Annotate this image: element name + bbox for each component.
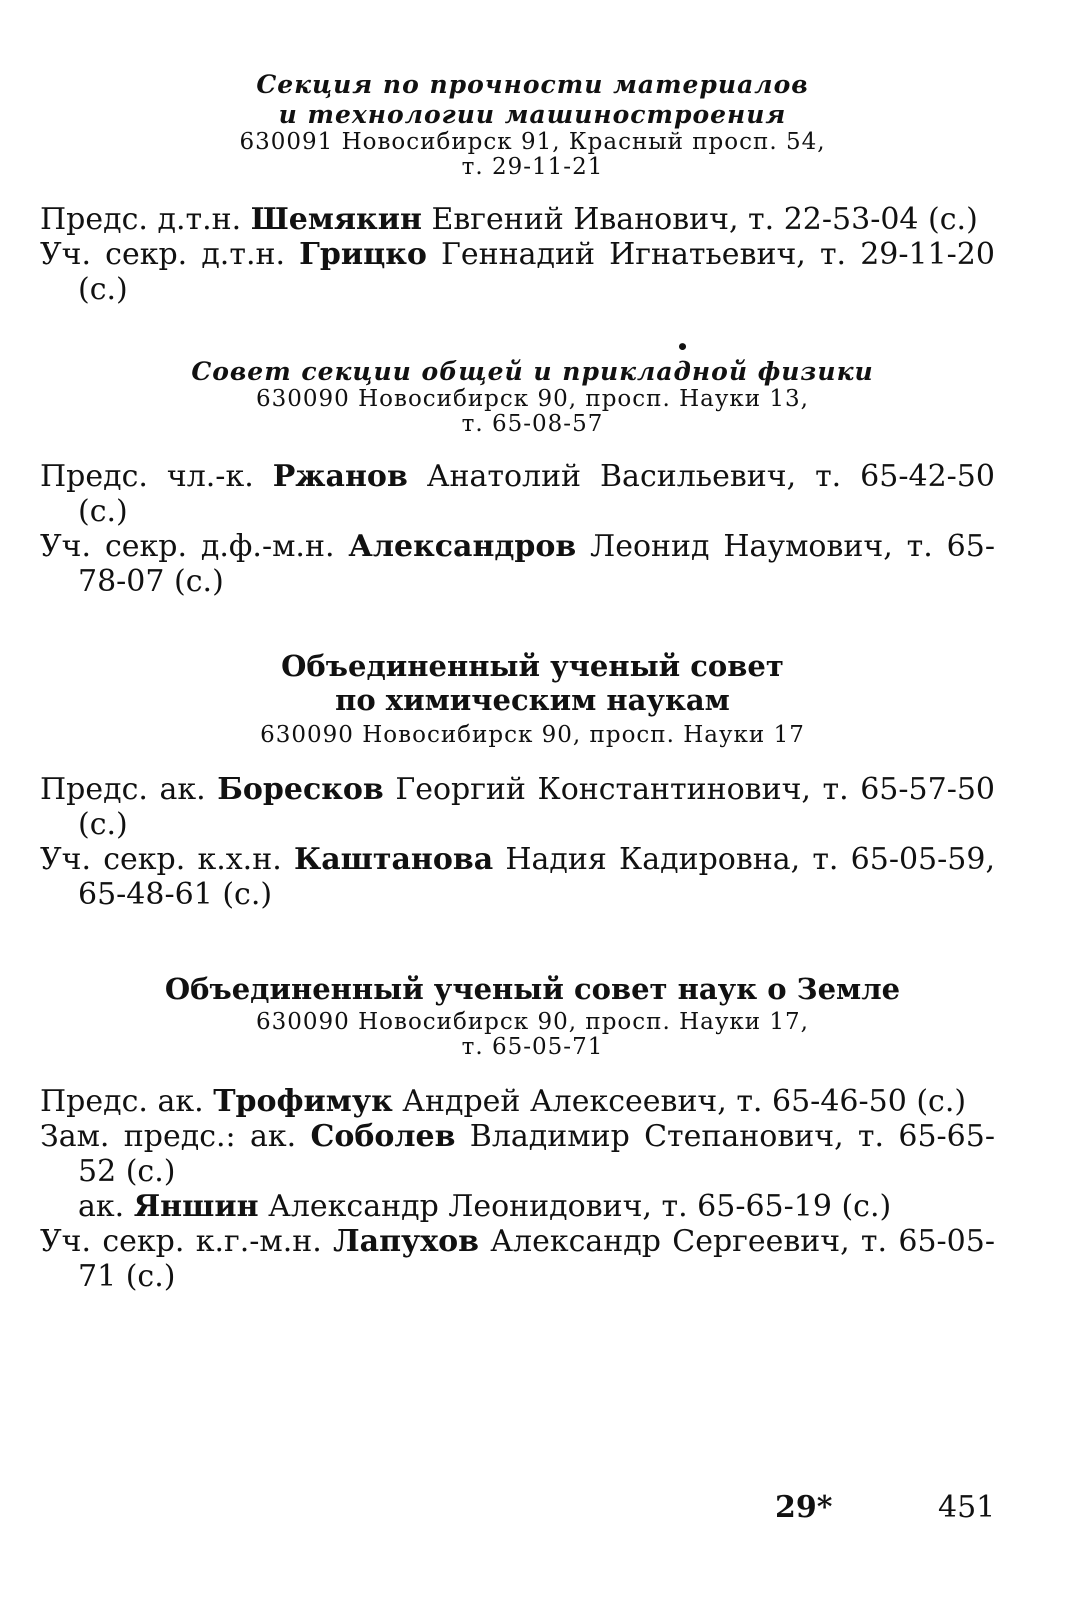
entry-prefix: Предс. ак. xyxy=(40,1084,204,1119)
phone-line: т. 29-11-21 xyxy=(461,154,604,180)
section-title-line: по химическим наукам xyxy=(335,683,730,717)
entry-rest: Анатолий Васильевич, т. 65-42-50 (с.) xyxy=(78,459,995,529)
entry xyxy=(40,842,995,912)
entry xyxy=(40,1119,995,1189)
section-materials-strength xyxy=(40,70,995,307)
entry-name: Лапухов xyxy=(333,1224,479,1259)
phone-line: т. 65-05-71 xyxy=(461,1034,604,1060)
address-line: 630090 Новосибирск 90, просп. Науки 17, xyxy=(255,1009,809,1035)
entry-rest: Владимир Степанович, т. 65-65-52 (с.) xyxy=(78,1119,995,1189)
entry xyxy=(40,459,995,529)
entry-rest: Леонид Наумович, т. 65-78-07 (с.) xyxy=(78,529,995,599)
entry-list xyxy=(40,1084,995,1294)
entry xyxy=(40,1084,995,1119)
section-earth-sciences xyxy=(40,972,995,1294)
entry-prefix: Уч. секр. д.т.н. xyxy=(40,237,286,272)
section-title-line: и технологии машиностроения xyxy=(278,100,787,129)
entry-prefix: Уч. секр. к.г.-м.н. xyxy=(40,1224,322,1259)
entry-name: Трофимук xyxy=(213,1084,393,1119)
address-line: 630090 Новосибирск 90, просп. Науки 17 xyxy=(260,722,805,748)
bullet-mark: • xyxy=(676,335,689,359)
section-address xyxy=(70,1010,995,1060)
entry-list xyxy=(40,459,995,599)
entry-rest: Георгий Константинович, т. 65-57-50 (с.) xyxy=(78,772,995,842)
section-address xyxy=(70,130,995,180)
entry-rest: Геннадий Игнатьевич, т. 29-11-20 (с.) xyxy=(78,237,995,307)
section-physics xyxy=(40,337,995,599)
section-address xyxy=(70,723,995,748)
entry-prefix: Предс. чл.-к. xyxy=(40,459,254,494)
entry-name: Боресков xyxy=(217,772,384,807)
entry xyxy=(40,237,995,307)
entry-name: Яншин xyxy=(133,1189,259,1224)
entry xyxy=(40,772,995,842)
entry-list xyxy=(40,772,995,912)
entry-prefix: Предс. ак. xyxy=(40,772,206,807)
entry-list xyxy=(40,202,995,307)
entry-rest: Андрей Алексеевич, т. 65-46-50 (с.) xyxy=(402,1084,967,1119)
entry xyxy=(40,202,995,237)
phone-line: т. 65-08-57 xyxy=(461,411,604,437)
section-title xyxy=(70,972,995,1006)
entry-rest: Евгений Иванович, т. 22-53-04 (с.) xyxy=(431,202,978,237)
page-content xyxy=(40,70,995,1294)
entry-name: Соболев xyxy=(310,1119,456,1154)
entry xyxy=(40,1189,995,1224)
section-title xyxy=(70,70,995,130)
entry-name: Грицко xyxy=(299,237,427,272)
entry-rest: Александр Леонидович, т. 65-65-19 (с.) xyxy=(268,1189,892,1224)
entry-prefix: Предс. д.т.н. xyxy=(40,202,242,237)
entry-name: Ржанов xyxy=(272,459,408,494)
address-line: 630090 Новосибирск 90, просп. Науки 13, xyxy=(255,386,809,412)
entry xyxy=(40,1224,995,1294)
section-title-line: Объединенный ученый совет наук о Земле xyxy=(164,972,901,1006)
section-address xyxy=(70,387,995,437)
entry-name: Каштанова xyxy=(293,842,494,877)
section-title xyxy=(70,357,995,387)
entry-prefix: Зам. предс.: ак. xyxy=(40,1119,297,1154)
page-number: 451 xyxy=(938,1490,996,1525)
signature-mark: 29* xyxy=(775,1490,833,1525)
entry-rest: Надия Кадировна, т. 65-05-59, 65-48-61 (с.) xyxy=(78,842,995,912)
section-title-line: Секция по прочности материалов xyxy=(256,70,809,99)
section-title-line: Объединенный ученый совет xyxy=(281,649,784,683)
section-title-line: Совет секции общей и прикладной физики xyxy=(191,357,874,386)
entry-prefix: ак. xyxy=(78,1189,125,1224)
entry xyxy=(40,529,995,599)
entry-rest: Александр Сергеевич, т. 65-05-71 (с.) xyxy=(78,1224,995,1294)
entry-prefix: Уч. секр. д.ф.-м.н. xyxy=(40,529,335,564)
entry-prefix: Уч. секр. к.х.н. xyxy=(40,842,282,877)
section-title xyxy=(70,649,995,717)
address-line: 630091 Новосибирск 91, Красный просп. 54, xyxy=(239,129,826,155)
entry-name: Александров xyxy=(348,529,577,564)
section-chemistry xyxy=(40,649,995,912)
entry-name: Шемякин xyxy=(250,202,422,237)
